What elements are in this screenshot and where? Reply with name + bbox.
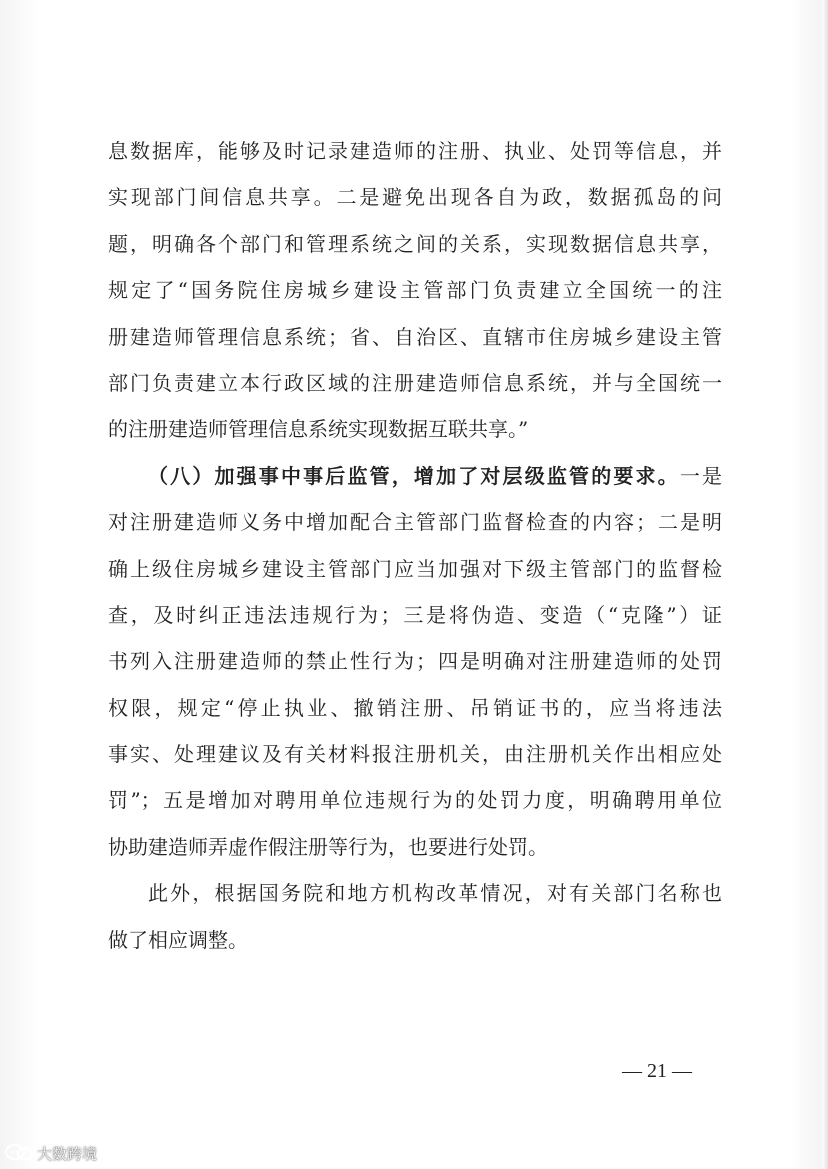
page-number: — 21 —: [622, 1060, 692, 1082]
watermark-text: 大数跨境: [37, 1144, 98, 1163]
scan-edge: [822, 0, 828, 1169]
section-heading-continuation: 一是: [679, 463, 723, 488]
paragraph-line: 部门负责建立本行政区域的注册建造师信息系统，并与全国统一: [108, 370, 722, 395]
paragraph-line: 规定了“国务院住房城乡建设主管部门负责建立全国统一的注: [108, 278, 722, 303]
paragraph-line: 事实、处理建议及有关材料报注册机关，由注册机关作出相应处: [108, 742, 722, 767]
paragraph-line: 协助建造师弄虚作假注册等行为，也要进行处罚。: [108, 834, 548, 859]
paragraph-line: 查，及时纠正违法违规行为；三是将伪造、变造（“克隆”）证: [108, 602, 722, 627]
watermark: [4, 1142, 97, 1164]
paragraph-line: 息数据库，能够及时记录建造师的注册、执业、处罚等信息，并: [108, 139, 722, 163]
paragraph-line: 确上级住房城乡建设主管部门应当加强对下级主管部门的监督检: [108, 556, 722, 581]
paragraph-line: 书列入注册建造师的禁止性行为；四是明确对注册建造师的处罚: [108, 649, 722, 674]
paragraph-line: 做了相应调整。: [108, 927, 248, 952]
paragraph-line: 的注册建造师管理信息系统实现数据互联共享。”: [108, 417, 529, 442]
paragraph-line: 对注册建造师义务中增加配合主管部门监督检查的内容；二是明: [108, 510, 722, 535]
paragraph-line: 实现部门间信息共享。二是避免出现各自为政，数据孤岛的问: [108, 185, 722, 210]
paragraph-line: 册建造师管理信息系统；省、自治区、直辖市住房城乡建设主管: [108, 324, 722, 349]
section-heading: （八）加强事中事后监管，增加了对层级监管的要求。: [148, 463, 680, 488]
section-heading-line: [108, 453, 722, 499]
chat-bubble-icon: [4, 1143, 34, 1163]
document-body: [108, 128, 722, 963]
paragraph-line: 权限，规定“停止执业、撤销注册、吊销证书的，应当将违法: [108, 695, 722, 720]
paragraph-line: 罚”；五是增加对聘用单位违规行为的处罚力度，明确聘用单位: [108, 788, 722, 813]
paragraph-line: 题，明确各个部门和管理系统之间的关系，实现数据信息共享，: [108, 231, 722, 256]
paragraph-line: 此外，根据国务院和地方机构改革情况，对有关部门名称也: [148, 881, 722, 906]
